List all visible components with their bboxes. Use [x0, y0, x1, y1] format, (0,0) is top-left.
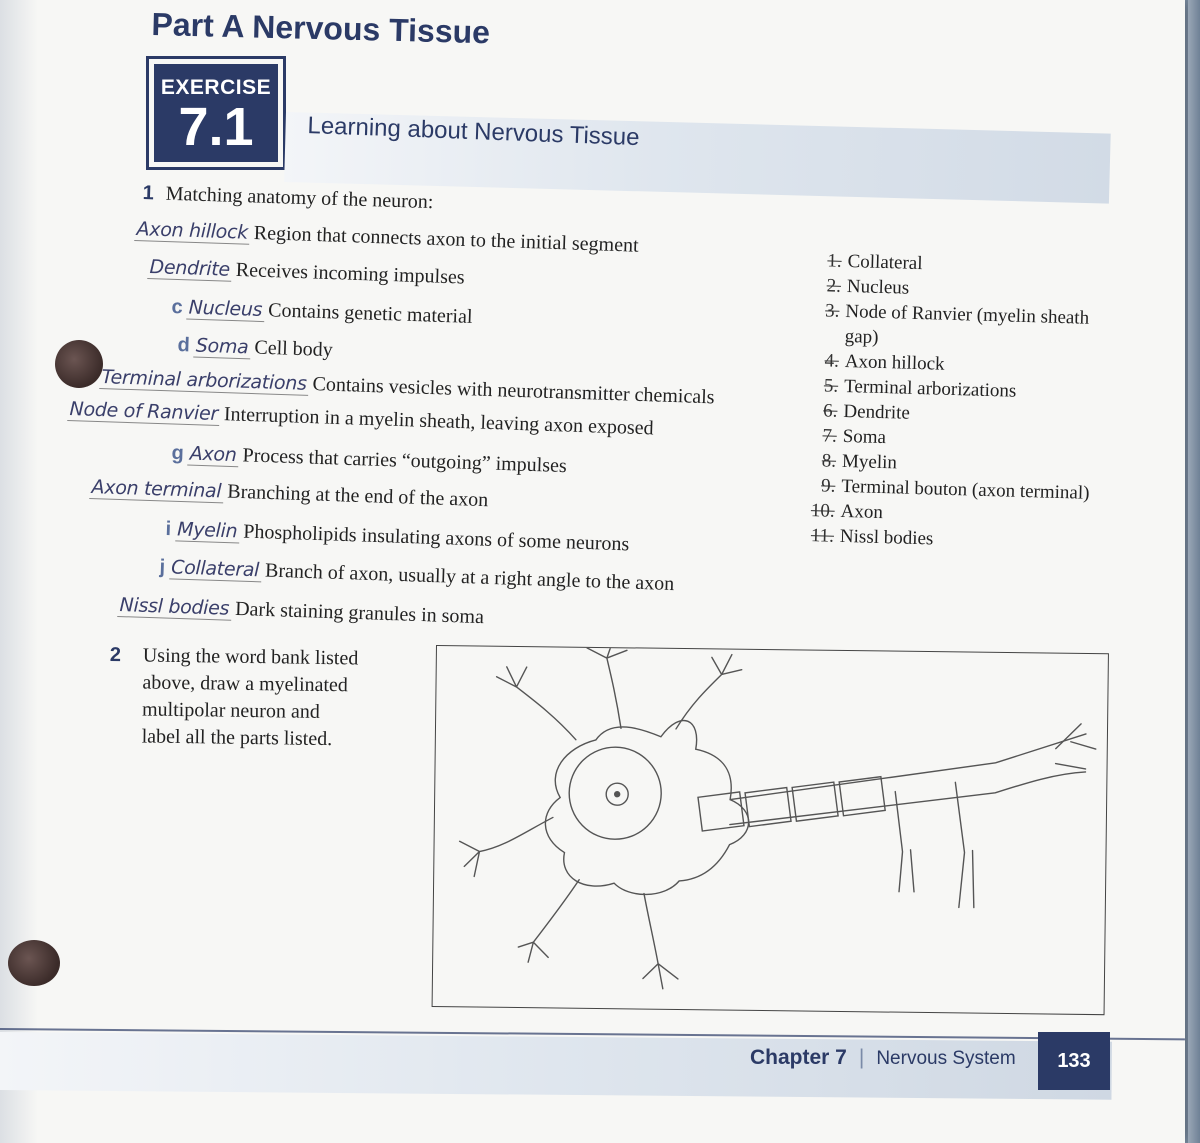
exercise-label: EXERCISE [160, 76, 272, 99]
part-title: Part A Nervous Tissue [151, 6, 491, 51]
row-description: Cell body [254, 336, 334, 362]
word-bank-number: 2. [826, 275, 842, 297]
dendrite-left [459, 816, 553, 877]
question-1-number: 1 [142, 182, 155, 205]
matching-row [171, 442, 567, 478]
word-bank-term: Node of Ranvier (myelin sheath gap) [844, 300, 1090, 348]
word-bank-term: Nissl bodies [839, 525, 934, 550]
row-letter: d [177, 334, 191, 357]
matching-row [147, 256, 465, 290]
handwritten-answer[interactable]: Dendrite [147, 256, 232, 282]
row-description: Receives incoming impulses [235, 258, 465, 289]
myelin-segment-1 [698, 792, 744, 831]
word-bank-number: 5. [823, 375, 839, 397]
question-1-prompt [142, 182, 433, 214]
handwritten-answer[interactable]: Node of Ranvier [67, 398, 220, 426]
matching-row [89, 476, 488, 512]
row-letter: g [171, 442, 185, 465]
word-bank-number: 9. [820, 475, 836, 497]
row-description: Branch of axon, usually at a right angle to the axon [264, 559, 675, 596]
nucleolus-dot [615, 792, 620, 797]
row-description: Branching at the end of the axon [226, 480, 489, 512]
word-bank-number: 4. [824, 350, 840, 372]
matching-row [159, 556, 674, 596]
word-bank-number: 8. [821, 450, 837, 472]
exercise-badge [146, 56, 286, 170]
word-bank-number: 1. [827, 250, 842, 272]
row-letter: j [159, 556, 166, 579]
word-bank-term: Dendrite [843, 400, 911, 424]
handwritten-answer[interactable]: Axon terminal [89, 476, 223, 503]
word-bank-term: Terminal arborizations [843, 375, 1017, 402]
footer-chapter [750, 1046, 1016, 1070]
word-bank-number: 7. [822, 425, 838, 447]
myelin-segment-2 [745, 788, 791, 827]
axon-terminal-branches [1056, 724, 1097, 769]
footer-chapter-label: Chapter 7 [750, 1046, 847, 1069]
axon-upper [730, 730, 1086, 804]
binder-hole-top [55, 340, 103, 388]
footer-separator: | [858, 1046, 865, 1069]
collateral-2 [954, 782, 976, 907]
handwritten-answer[interactable]: Nissl bodies [117, 594, 231, 621]
desk-background-right [1188, 0, 1200, 1143]
word-bank-item [809, 298, 1120, 357]
word-bank-term: Collateral [847, 251, 923, 275]
handwritten-answer[interactable]: Myelin [175, 518, 240, 543]
collateral-1 [894, 792, 915, 892]
row-letter: c [171, 296, 184, 319]
word-bank-term: Nucleus [846, 275, 910, 299]
question-2-prompt [108, 642, 359, 753]
matching-row [171, 296, 473, 329]
question-1-text: Matching anatomy of the neuron: [165, 182, 434, 214]
word-bank [804, 248, 1122, 557]
dendrite-top-left [496, 667, 577, 740]
row-description: Process that carries “outgoing” impulses [242, 444, 568, 478]
binder-hole-bottom [8, 940, 60, 986]
footer-section-label: Nervous System [876, 1048, 1016, 1069]
word-bank-number: 3. [824, 300, 840, 322]
handwritten-answer[interactable]: Axon [187, 443, 238, 468]
row-description: Contains genetic material [267, 299, 473, 328]
row-description: Interruption in a myelin sheath, leaving axon exposed [223, 403, 654, 440]
word-bank-term: Axon hillock [844, 350, 945, 375]
myelin-segment-4 [839, 777, 885, 816]
matching-row [177, 334, 333, 362]
row-description: Dark staining granules in soma [234, 597, 485, 629]
word-bank-number: 6. [822, 400, 838, 422]
word-bank-number: 10. [810, 500, 835, 522]
axon-lower [730, 768, 1086, 829]
handwritten-answer[interactable]: Terminal arborizations [99, 366, 309, 396]
word-bank-term: Myelin [841, 450, 898, 474]
exercise-badge-inner [154, 64, 278, 162]
handwritten-answer[interactable]: Axon hillock [134, 218, 250, 245]
matching-row [165, 518, 629, 556]
dendrite-top [586, 646, 627, 728]
row-description: Phospholipids insulating axons of some neurons [242, 520, 630, 556]
word-bank-term: Terminal bouton (axon terminal) [841, 475, 1090, 504]
dendrite-bottom-left [518, 879, 579, 963]
word-bank-term: Axon [840, 500, 884, 524]
handwritten-answer[interactable]: Collateral [169, 556, 262, 582]
matching-row [117, 594, 484, 629]
matching-row [134, 218, 639, 258]
dendrite-top-right [676, 654, 742, 730]
question-2-text: Using the word bank listed above, draw a myelinated multipolar neuron and label all the parts listed. [141, 644, 359, 751]
neuron-drawing-area [432, 645, 1109, 1015]
neuron-sketch [433, 646, 1107, 1012]
question-2-number: 2 [109, 643, 122, 667]
page-number: 133 [1038, 1032, 1110, 1090]
row-description: Contains vesicles with neurotransmitter chemicals [312, 373, 715, 409]
exercise-number: 7.1 [178, 97, 254, 157]
row-letter: i [165, 518, 172, 541]
handwritten-answer[interactable]: Nucleus [186, 297, 264, 323]
soma-outline [545, 719, 750, 896]
word-bank-term: Soma [842, 425, 887, 449]
exercise-title: Learning about Nervous Tissue [307, 112, 640, 152]
dendrite-bottom [643, 894, 679, 989]
row-description: Region that connects axon to the initial segment [253, 221, 639, 257]
word-bank-number: 11. [810, 525, 835, 547]
handwritten-answer[interactable]: Soma [193, 335, 250, 360]
